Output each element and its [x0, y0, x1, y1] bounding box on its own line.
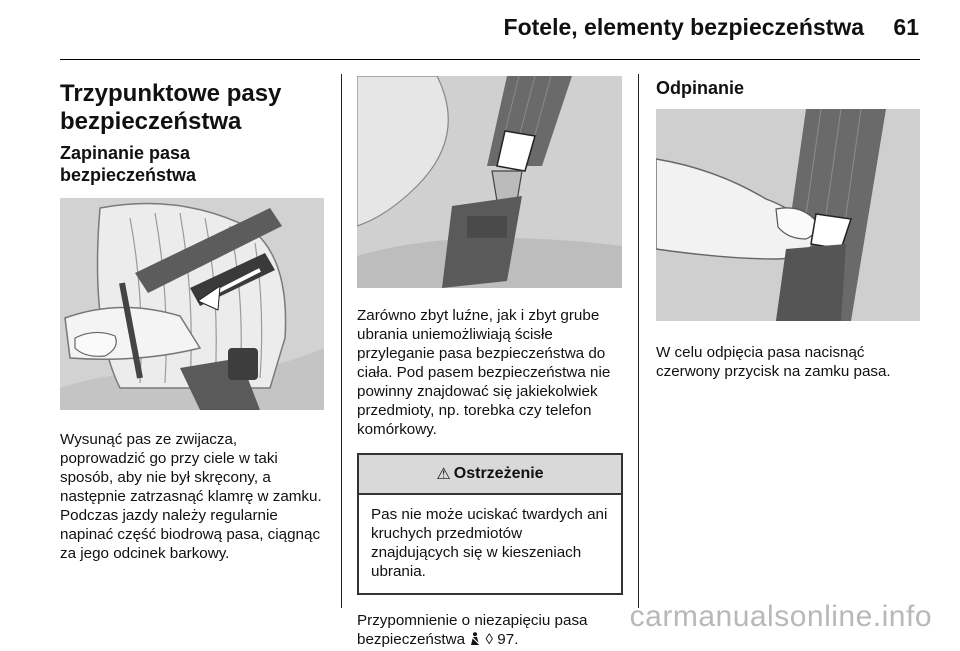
unfastening-illustration: [656, 109, 920, 321]
watermark: carmanualsonline.info: [629, 600, 932, 633]
middle-column: [357, 76, 623, 649]
buckle-illustration: [357, 76, 622, 288]
unfastening-heading: Odpinanie: [656, 78, 745, 98]
left-column: [60, 68, 326, 563]
seatbelt-icon: [469, 632, 481, 646]
page-ref-link[interactable]: 97.: [497, 631, 519, 648]
fastening-illustration: [60, 198, 324, 410]
unfastening-instructions: W celu odpięcia pasa nacisnąć czerwony przycisk na zamku pasa.: [656, 344, 891, 380]
column-divider-left: [341, 74, 342, 608]
clothing-note: Zarówno zbyt luźne, jak i zbyt grube ubrania uniemożliwiają ścisłe przyleganie pasa bezpieczeństwa do ciała. Pod pasem bezpieczeństwa nie powinny znajdować się jakiekolwiek przedmioty, np. torebka czy telefon komórkowy.: [357, 307, 611, 438]
right-column: [656, 68, 920, 381]
page-ref-arrow: ◊: [485, 631, 494, 648]
warning-title: Ostrzeżenie: [453, 465, 544, 482]
warning-box: [357, 453, 623, 595]
fastening-instructions: Wysunąć pas ze zwijacza, poprowadzić go przy ciele w taki sposób, aby nie był skręcony, a następnie zatrzasnąć klamrę w zamku. Podczas jazdy należy regularnie napinać część biodrową pasa, ciągnąc za jego odcinek barkowy.: [60, 431, 322, 562]
reminder-reference: [357, 611, 623, 649]
subsection-heading: Zapinanie pasa bezpieczeństwa: [60, 143, 197, 185]
reminder-text: Przypomnienie o niezapięciu pasa bezpieczeństwa: [357, 612, 588, 648]
column-divider-right: [638, 74, 639, 608]
running-header-title: Fotele, elementy bezpieczeństwa: [503, 14, 864, 40]
header-rule: [60, 59, 920, 60]
page-number: 61: [893, 14, 919, 40]
warning-triangle-icon: ⚠: [436, 466, 451, 483]
warning-header: [359, 455, 621, 495]
warning-text: Pas nie może uciskać twardych ani kruchych przedmiotów znajdujących się w kieszeniach ubrania.: [371, 506, 608, 580]
section-heading: Trzypunktowe pasy bezpieczeństwa: [60, 80, 282, 135]
